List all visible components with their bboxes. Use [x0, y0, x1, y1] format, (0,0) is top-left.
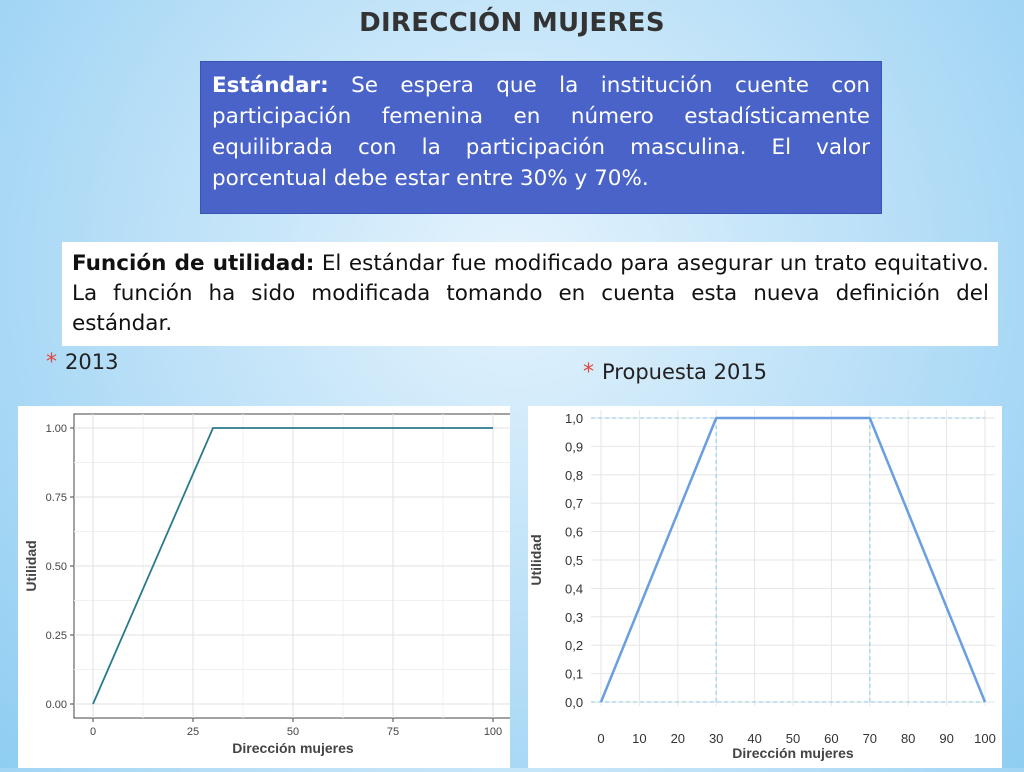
- bullet-2013: [46, 350, 118, 375]
- chart-2015-svg: [528, 406, 1002, 768]
- chart-2013-svg: [18, 406, 510, 768]
- y-tick-label: 0.00: [45, 699, 67, 711]
- y-tick-label: 0.75: [45, 492, 67, 504]
- utility-text: El estándar fue modificado para asegurar un trato equitativo. La función ha sido modificada tomando en cuenta esta nueva definición del estándar.: [72, 251, 990, 336]
- y-tick-label: 0.25: [45, 630, 67, 642]
- x-tick-label: 40: [747, 731, 762, 746]
- y-tick-label: 0,7: [565, 496, 584, 512]
- x-tick-label: 50: [286, 726, 300, 738]
- x-tick-label: 60: [824, 731, 839, 746]
- x-tick-label: 80: [900, 731, 916, 746]
- standard-text: Se espera que la institución cuente con participación femenina en número estadísticamente equilibrada con la participación masculina. El valor porcentual debe estar entre 30% y 70%.: [212, 73, 870, 191]
- bullet-2013-label: 2013: [65, 350, 119, 374]
- x-tick-label: 10: [632, 731, 647, 746]
- x-tick-label: 0: [597, 731, 605, 746]
- x-tick-label: 50: [785, 731, 801, 746]
- y-tick-label: 1,0: [565, 411, 584, 426]
- x-tick-label: 100: [974, 731, 996, 746]
- y-axis-label: Utilidad: [23, 540, 39, 592]
- y-tick-label: 0,5: [565, 553, 584, 568]
- utility-box: [62, 242, 998, 346]
- bullet-star-icon: *: [46, 350, 57, 375]
- x-axis-label: Dirección mujeres: [232, 740, 354, 756]
- y-tick-label: 0,4: [565, 581, 584, 597]
- bullet-2015-label: Propuesta 2015: [602, 360, 768, 384]
- utility-label: Función de utilidad:: [72, 251, 315, 276]
- standard-box: [200, 61, 882, 214]
- y-axis-label: Utilidad: [528, 534, 544, 586]
- y-tick-label: 0,2: [565, 638, 584, 654]
- standard-label: Estándar:: [212, 73, 329, 98]
- x-tick-label: 100: [483, 726, 503, 738]
- x-tick-label: 70: [862, 731, 878, 746]
- slide-title: DIRECCIÓN MUJERES: [359, 8, 665, 38]
- y-tick-label: 0,1: [565, 666, 584, 682]
- y-tick-label: 0.50: [45, 561, 67, 573]
- y-tick-label: 0,3: [565, 609, 584, 625]
- x-tick-label: 0: [89, 726, 97, 738]
- bullet-2015: [583, 360, 767, 385]
- y-tick-label: 1.00: [45, 423, 67, 435]
- x-axis-label: Dirección mujeres: [732, 745, 854, 761]
- x-tick-label: 25: [186, 726, 200, 738]
- y-tick-label: 0,9: [565, 439, 584, 455]
- x-tick-label: 75: [386, 726, 400, 738]
- chart-2013: [18, 406, 510, 768]
- bullet-star-icon: *: [583, 360, 594, 385]
- y-tick-label: 0,0: [565, 695, 584, 710]
- x-tick-label: 30: [708, 731, 724, 746]
- y-tick-label: 0,8: [565, 467, 584, 483]
- y-tick-label: 0,6: [565, 524, 584, 540]
- x-tick-label: 20: [670, 731, 686, 746]
- x-tick-label: 90: [939, 731, 954, 746]
- chart-2015: [528, 406, 1002, 768]
